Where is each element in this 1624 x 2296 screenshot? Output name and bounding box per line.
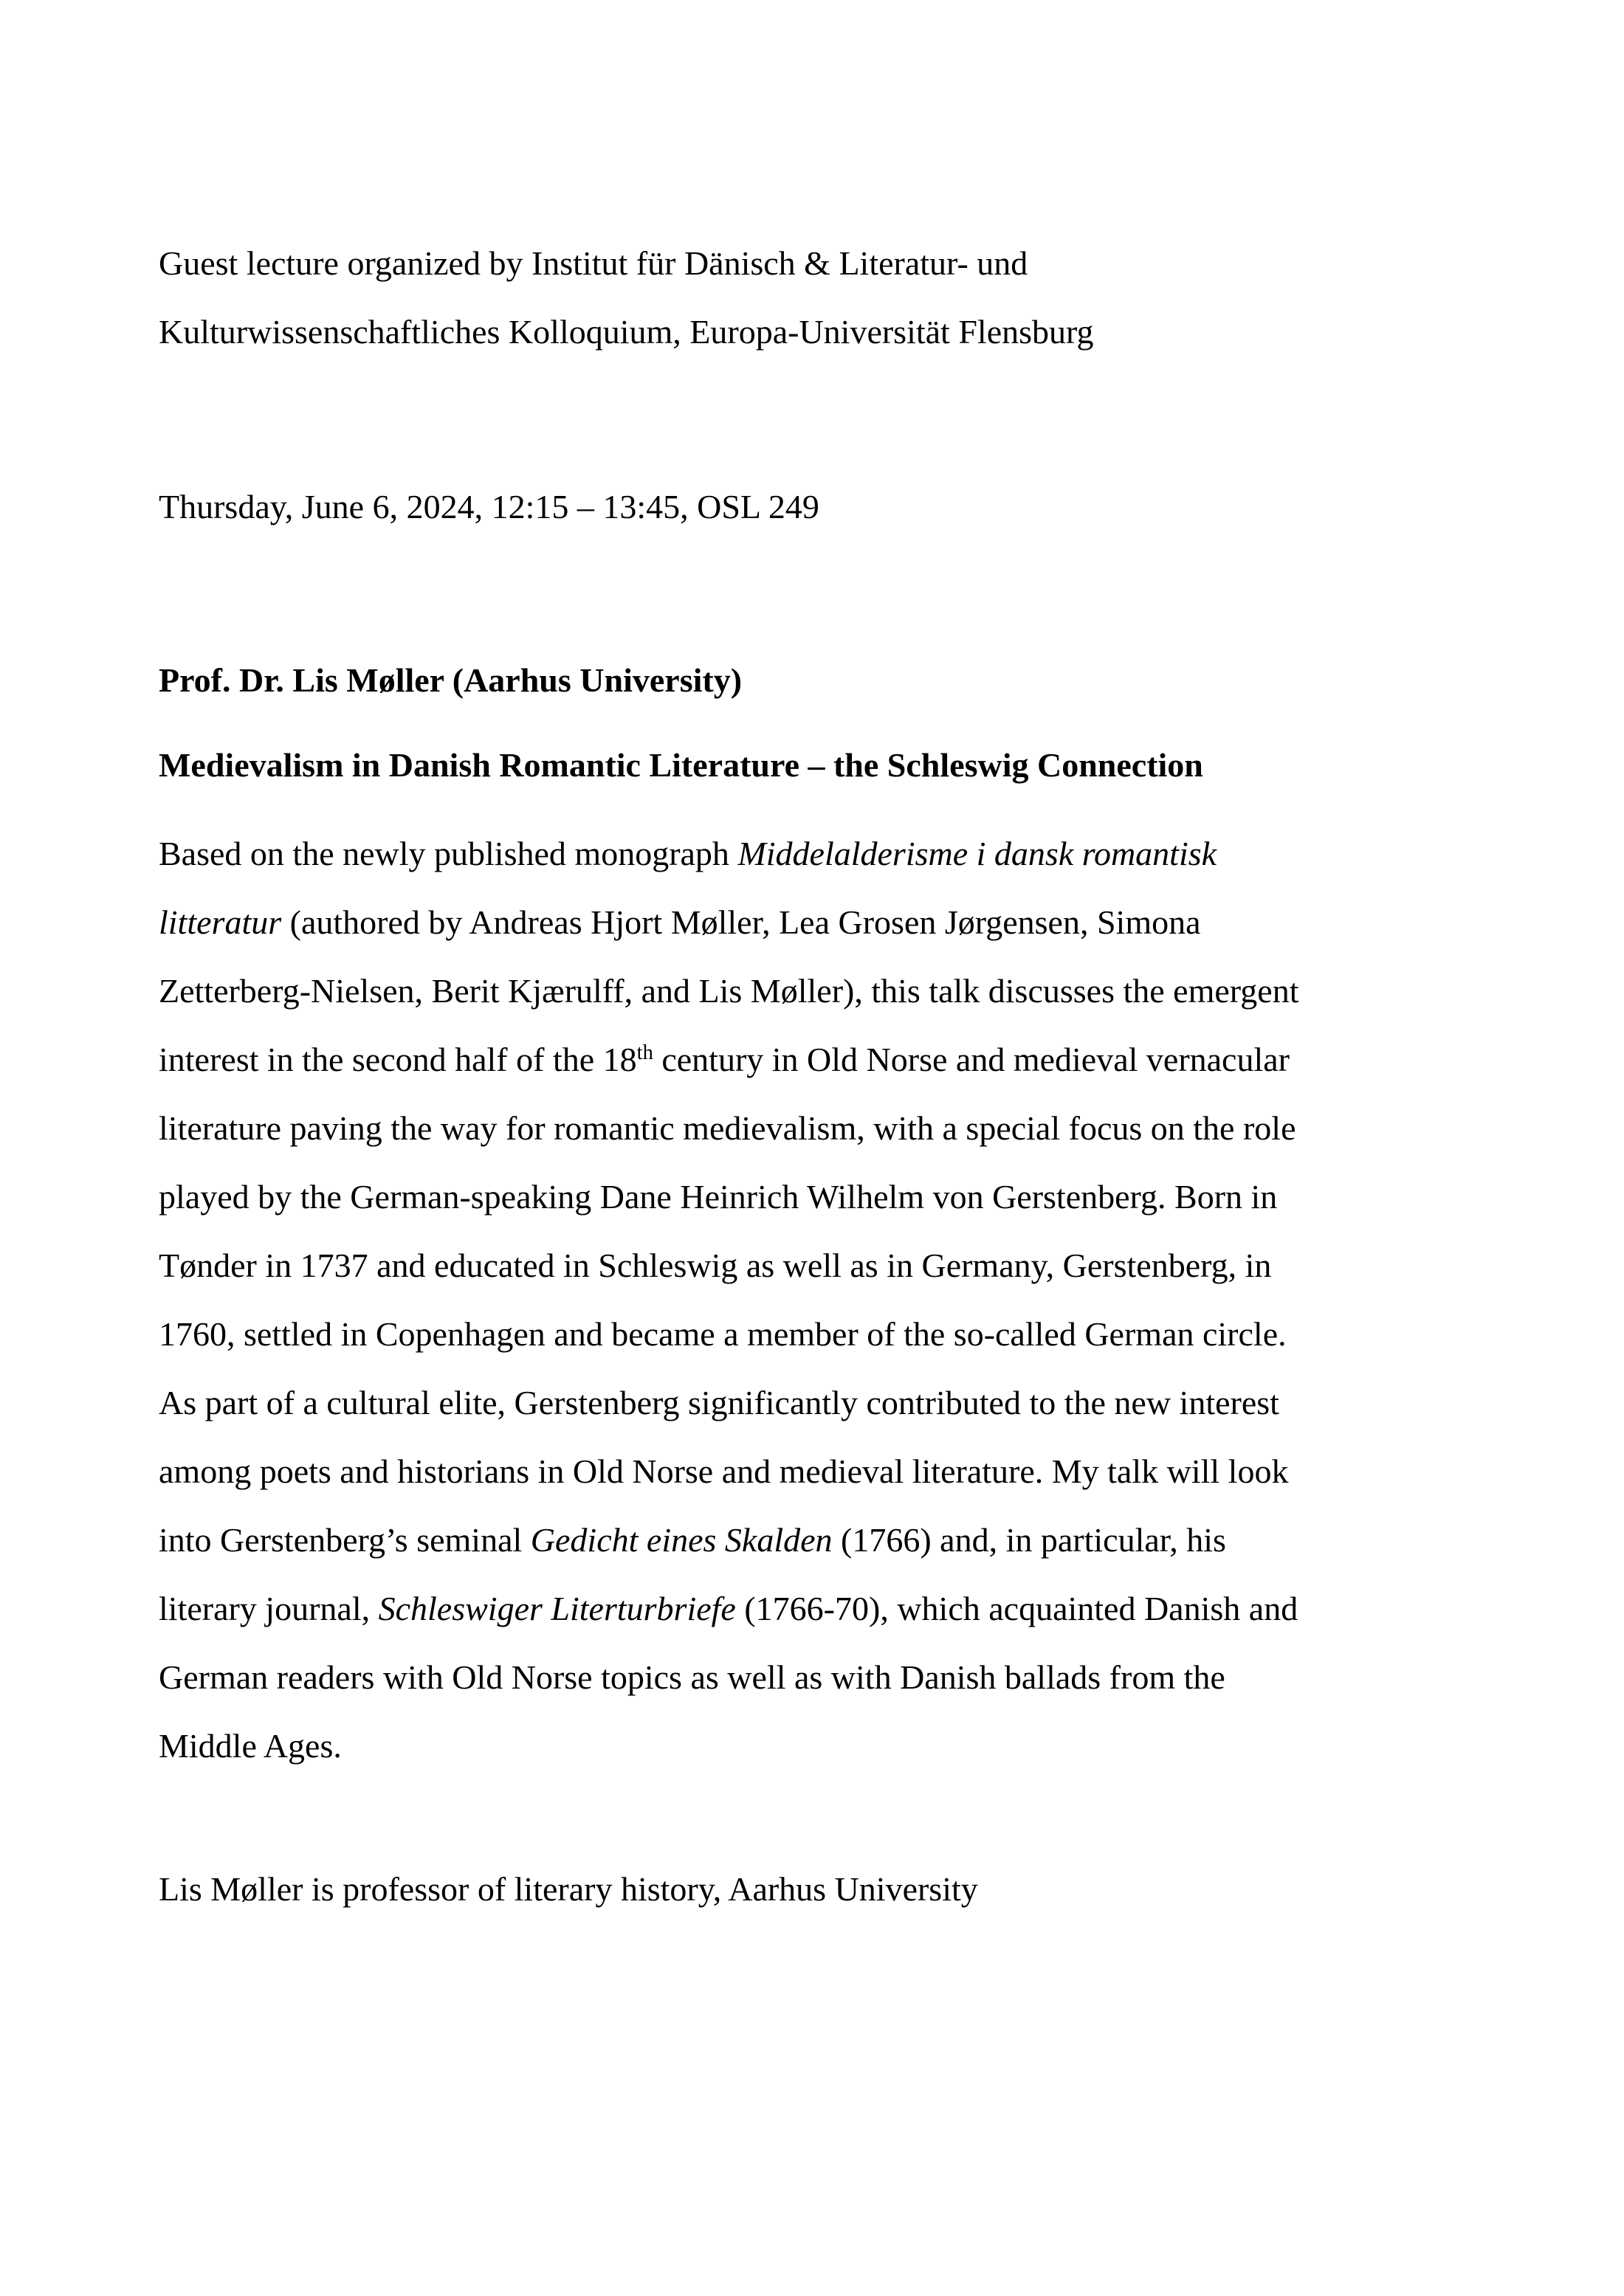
text-run: th <box>636 1041 653 1065</box>
text-run: Gedicht eines Skalden <box>530 1521 833 1559</box>
text-run: German readers with Old Norse topics as well as with Danish ballads from the <box>159 1658 1225 1696</box>
text-line <box>159 1437 1469 1506</box>
text-line <box>159 1574 1469 1643</box>
text-run: Middle Ages. <box>159 1727 342 1765</box>
lecture-title-heading <box>159 731 1469 799</box>
text-run: Guest lecture organized by Institut für Dänisch & Literatur- und <box>159 244 1028 282</box>
text-run: century in Old Norse and medieval vernacular <box>653 1041 1290 1078</box>
lecture-title-text: Medievalism in Danish Romantic Literature – the Schleswig Connection <box>159 746 1203 784</box>
text-run: (1766) and, in particular, his <box>832 1521 1226 1559</box>
text-run: literary journal, <box>159 1590 379 1627</box>
text-line <box>159 1025 1469 1094</box>
organizer-paragraph <box>159 229 1469 366</box>
datetime-location-line <box>159 472 1469 541</box>
text-run: (authored by Andreas Hjort Møller, Lea Grosen Jørgensen, Simona <box>281 903 1201 941</box>
text-run: As part of a cultural elite, Gerstenberg significantly contributed to the new interest <box>159 1384 1279 1421</box>
text-run: (1766-70), which acquainted Danish and <box>735 1590 1298 1627</box>
text-line <box>159 1368 1469 1437</box>
text-line <box>159 1094 1469 1162</box>
text-run: interest in the second half of the 18 <box>159 1041 637 1078</box>
speaker-name-heading <box>159 646 1469 714</box>
text-run: among poets and historians in Old Norse and medieval literature. My talk will look <box>159 1452 1289 1490</box>
text-line <box>159 1643 1469 1711</box>
text-run: 1760, settled in Copenhagen and became a member of the so-called German circle. <box>159 1315 1287 1353</box>
datetime-location-text: Thursday, June 6, 2024, 12:15 – 13:45, OSL 249 <box>159 488 819 525</box>
text-run: litteratur <box>159 903 282 941</box>
text-line <box>159 1231 1469 1300</box>
bio-text: Lis Møller is professor of literary history, Aarhus University <box>159 1870 978 1908</box>
text-run: into Gerstenberg’s seminal <box>159 1521 531 1559</box>
text-run: Kulturwissenschaftliches Kolloquium, Europa-Universität Flensburg <box>159 313 1094 351</box>
text-run: Tønder in 1737 and educated in Schleswig as well as in Germany, Gerstenberg, in <box>159 1247 1272 1284</box>
text-line <box>159 1506 1469 1574</box>
text-run: literature paving the way for romantic medievalism, with a special focus on the role <box>159 1109 1296 1147</box>
abstract-paragraph <box>159 819 1469 1780</box>
text-line <box>159 888 1469 956</box>
text-line <box>159 956 1469 1025</box>
text-run: Schleswiger Literturbriefe <box>378 1590 736 1627</box>
text-run: Middelalderisme i dansk romantisk <box>737 835 1217 872</box>
bio-line <box>159 1855 1469 1923</box>
text-line <box>159 819 1469 888</box>
text-run: Zetterberg-Nielsen, Berit Kjærulff, and Lis Møller), this talk discusses the emergent <box>159 972 1299 1010</box>
text-line <box>159 1711 1469 1780</box>
speaker-name-text: Prof. Dr. Lis Møller (Aarhus University) <box>159 661 743 699</box>
text-run: played by the German-speaking Dane Heinrich Wilhelm von Gerstenberg. Born in <box>159 1178 1278 1216</box>
text-line <box>159 297 1469 366</box>
text-line <box>159 1300 1469 1368</box>
text-run: Based on the newly published monograph <box>159 835 738 872</box>
text-line <box>159 1162 1469 1231</box>
text-line <box>159 229 1469 297</box>
